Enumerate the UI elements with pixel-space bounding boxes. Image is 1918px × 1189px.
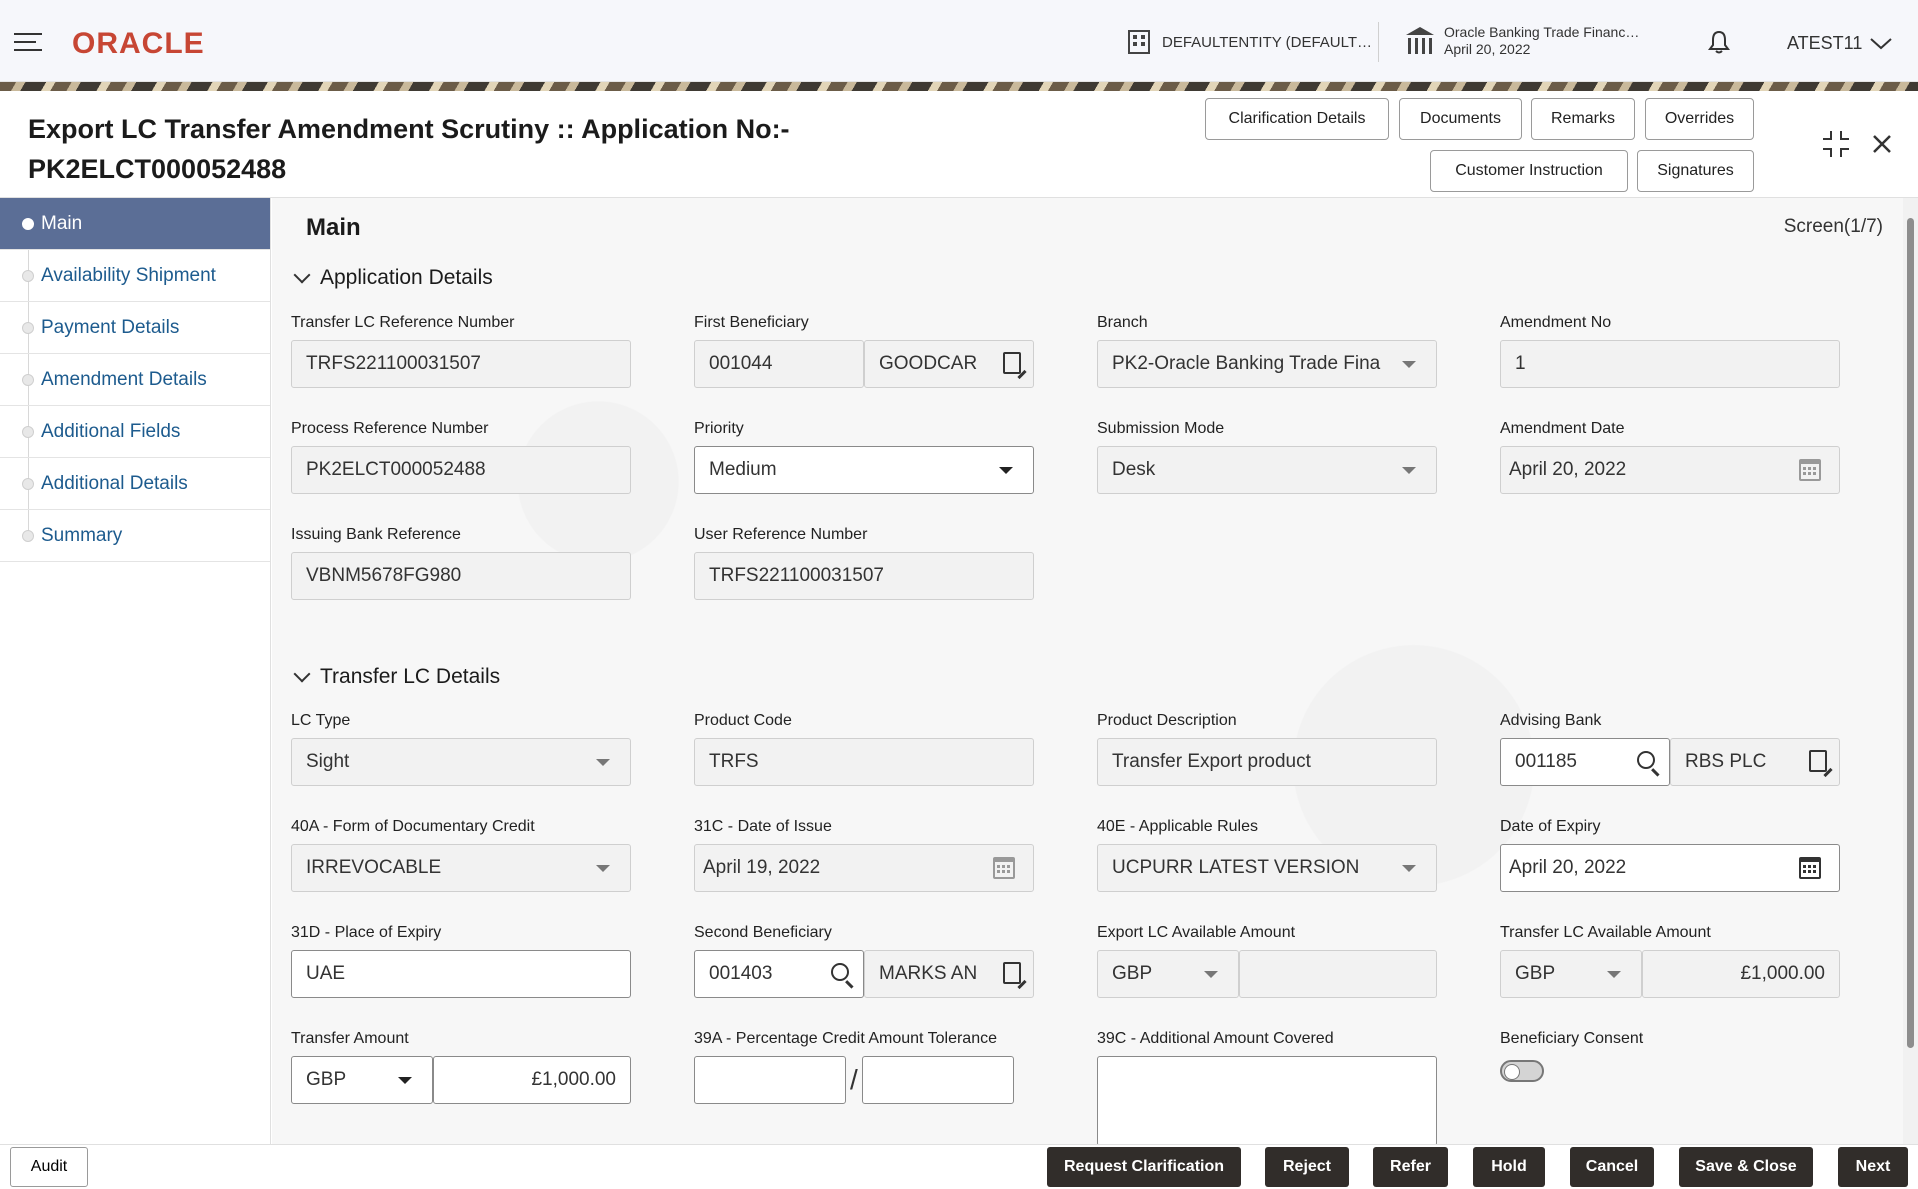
field-label: LC Type (291, 712, 351, 729)
chevron-down-icon (294, 666, 311, 683)
amendment-date-value: April 20, 2022 (1509, 459, 1627, 480)
tolerance-plus-input[interactable] (694, 1056, 846, 1104)
export-currency-select[interactable] (1097, 950, 1239, 998)
audit-button[interactable]: Audit (10, 1147, 88, 1187)
issuing-bank-ref-field (291, 526, 631, 600)
form-of-credit-value: IRREVOCABLE (306, 857, 442, 878)
process-ref-input[interactable]: PK2ELCT000052488 (291, 446, 631, 494)
search-icon[interactable] (831, 963, 849, 981)
user-menu[interactable] (1787, 33, 1892, 54)
top-header (0, 0, 1918, 82)
sidebar-item-label: Main (41, 213, 83, 234)
documents-button[interactable]: Documents (1399, 98, 1522, 140)
second-beneficiary-code: 001403 (709, 963, 773, 984)
dropdown-caret-icon (1607, 971, 1621, 978)
field-label: Transfer LC Reference Number (291, 314, 515, 331)
second-beneficiary-code-input[interactable] (694, 950, 864, 998)
field-label: 40A - Form of Documentary Credit (291, 818, 535, 835)
form-of-credit-field (291, 818, 631, 892)
header-divider (1378, 22, 1379, 62)
sidebar-item-label: Additional Fields (41, 421, 181, 442)
field-label: Process Reference Number (291, 420, 489, 437)
save-close-button[interactable]: Save & Close (1679, 1147, 1813, 1187)
transfer-available-amount-input[interactable]: £1,000.00 (1642, 950, 1840, 998)
date-of-issue-input[interactable] (694, 844, 1034, 892)
product-code-input[interactable]: TRFS (694, 738, 1034, 786)
issuing-bank-ref-input[interactable]: VBNM5678FG980 (291, 552, 631, 600)
additional-amount-field (1097, 1030, 1437, 1144)
title-bar (0, 91, 1918, 198)
priority-select[interactable] (694, 446, 1034, 494)
currency-value: GBP (306, 1069, 347, 1090)
date-of-expiry-value: April 20, 2022 (1509, 857, 1627, 878)
customer-instruction-button[interactable]: Customer Instruction (1430, 150, 1628, 192)
next-button[interactable]: Next (1838, 1147, 1908, 1187)
field-label: 40E - Applicable Rules (1097, 818, 1258, 835)
field-label: Second Beneficiary (694, 924, 832, 941)
close-icon[interactable] (1872, 134, 1892, 154)
page-title (28, 109, 928, 189)
field-label: Beneficiary Consent (1500, 1030, 1644, 1047)
sidebar-item-label: Amendment Details (41, 369, 207, 390)
transfer-amount-field (291, 1030, 631, 1104)
bell-icon[interactable] (1708, 30, 1730, 54)
sidebar-item-label: Additional Details (41, 473, 188, 494)
date-of-issue-field (694, 818, 1034, 892)
branch-value: PK2-Oracle Banking Trade Fina (1112, 353, 1381, 374)
user-ref-input[interactable]: TRFS221100031507 (694, 552, 1034, 600)
first-beneficiary-code-input[interactable]: 001044 (694, 340, 864, 388)
transfer-amount-currency-select[interactable] (291, 1056, 433, 1104)
chevron-down-icon (294, 267, 311, 284)
priority-field (694, 420, 1034, 494)
sidebar-item-label: Payment Details (41, 317, 180, 338)
bank-icon (1406, 27, 1434, 55)
currency-value: GBP (1515, 963, 1556, 984)
hamburger-menu-icon[interactable] (14, 33, 42, 53)
product-description-input[interactable]: Transfer Export product (1097, 738, 1437, 786)
field-label: Advising Bank (1500, 712, 1602, 729)
signatures-button[interactable]: Signatures (1637, 150, 1754, 192)
calendar-icon[interactable] (993, 857, 1015, 879)
step-dot (22, 426, 34, 438)
field-label: Branch (1097, 314, 1148, 331)
sidebar-item-label: Availability Shipment (41, 265, 216, 286)
building-icon (1128, 30, 1150, 54)
submission-mode-field (1097, 420, 1437, 494)
date-of-expiry-input[interactable] (1500, 844, 1840, 892)
page-title-line1: Export LC Transfer Amendment Scrutiny :: Application No:- (28, 114, 790, 144)
document-edit-icon[interactable] (1003, 962, 1021, 984)
product-description-field (1097, 712, 1437, 786)
product-code-field (694, 712, 1034, 786)
user-name: ATEST11 (1787, 33, 1863, 53)
applicable-rules-value: UCPURR LATEST VERSION (1112, 857, 1360, 878)
calendar-icon[interactable] (1799, 857, 1821, 879)
hold-button[interactable]: Hold (1473, 1147, 1545, 1187)
dropdown-caret-icon (999, 467, 1013, 474)
first-beneficiary-name-input[interactable] (864, 340, 1034, 388)
place-of-expiry-input[interactable]: UAE (291, 950, 631, 998)
bank-selector[interactable] (1406, 24, 1639, 58)
page-title-line2: PK2ELCT000052488 (28, 154, 287, 184)
amendment-no-input[interactable]: 1 (1500, 340, 1840, 388)
transfer-available-currency-select[interactable] (1500, 950, 1642, 998)
overrides-button[interactable]: Overrides (1645, 98, 1754, 140)
submission-mode-select[interactable] (1097, 446, 1437, 494)
footer-bar (0, 1144, 1918, 1189)
field-label: Date of Expiry (1500, 818, 1601, 835)
search-icon[interactable] (1637, 751, 1655, 769)
branch-field (1097, 314, 1437, 388)
step-dot (22, 270, 34, 282)
field-label: Submission Mode (1097, 420, 1225, 437)
decorative-band (0, 82, 1918, 91)
advising-bank-code-input[interactable] (1500, 738, 1670, 786)
section-transfer-lc-details[interactable] (292, 665, 500, 689)
lc-type-select[interactable] (291, 738, 631, 786)
dropdown-caret-icon (1402, 865, 1416, 872)
beneficiary-consent-field (1500, 1030, 1840, 1082)
date-of-expiry-field (1500, 818, 1840, 892)
transfer-available-amount-field (1500, 924, 1840, 998)
sidebar (0, 198, 271, 1144)
field-label: 39A - Percentage Credit Amount Tolerance (694, 1030, 997, 1047)
transfer-lc-ref-input[interactable]: TRFS221100031507 (291, 340, 631, 388)
advising-bank-field (1500, 712, 1840, 786)
additional-amount-textarea[interactable] (1097, 1056, 1437, 1144)
currency-value: GBP (1112, 963, 1153, 984)
step-dot (22, 218, 34, 230)
tolerance-minus-input[interactable] (862, 1056, 1014, 1104)
export-amount-input[interactable] (1239, 950, 1437, 998)
amendment-no-field (1500, 314, 1840, 388)
field-label: Product Description (1097, 712, 1237, 729)
field-label: Amendment Date (1500, 420, 1625, 437)
field-label: Issuing Bank Reference (291, 526, 461, 543)
submission-mode-value: Desk (1112, 459, 1156, 480)
entity-label: DEFAULTENTITY (DEFAULT… (1162, 33, 1373, 51)
field-label: Export LC Available Amount (1097, 924, 1296, 941)
field-label: Amendment No (1500, 314, 1612, 331)
advising-bank-name-input[interactable] (1670, 738, 1840, 786)
field-label: User Reference Number (694, 526, 868, 543)
dropdown-caret-icon (1204, 971, 1218, 978)
branch-select[interactable] (1097, 340, 1437, 388)
section-title: Transfer LC Details (320, 665, 501, 688)
field-label: 31D - Place of Expiry (291, 924, 442, 941)
user-ref-field (694, 526, 1034, 600)
second-beneficiary-name-input[interactable] (864, 950, 1034, 998)
screen-counter: Screen(1/7) (1783, 216, 1883, 237)
field-label: 31C - Date of Issue (694, 818, 832, 835)
oracle-logo: ORACLE (72, 27, 205, 60)
minimize-screen-icon[interactable] (1822, 130, 1850, 158)
transfer-amount-input[interactable]: £1,000.00 (433, 1056, 631, 1104)
sidebar-item-label: Summary (41, 525, 123, 546)
chevron-down-icon (1870, 38, 1892, 50)
bank-name: Oracle Banking Trade Financ… (1444, 24, 1640, 40)
advising-bank-code: 001185 (1515, 751, 1577, 772)
amendment-date-input[interactable] (1500, 446, 1840, 494)
date-of-issue-value: April 19, 2022 (703, 857, 821, 878)
step-dot (22, 478, 34, 490)
lc-type-value: Sight (306, 751, 350, 772)
reject-button[interactable]: Reject (1265, 1147, 1349, 1187)
step-dot (22, 374, 34, 386)
transfer-lc-ref-field (291, 314, 631, 388)
sidebar-item-summary[interactable] (0, 510, 270, 562)
export-available-amount-field (1097, 924, 1437, 998)
cancel-button[interactable]: Cancel (1570, 1147, 1654, 1187)
applicable-rules-field (1097, 818, 1437, 892)
sidebar-item-amendment-details[interactable] (0, 354, 270, 406)
beneficiary-consent-toggle[interactable] (1500, 1060, 1544, 1082)
dropdown-caret-icon (398, 1077, 412, 1084)
amendment-date-field (1500, 420, 1840, 494)
remarks-button[interactable]: Remarks (1531, 98, 1635, 140)
dropdown-caret-icon (1402, 467, 1416, 474)
section-title: Application Details (320, 266, 493, 289)
form-of-credit-select[interactable] (291, 844, 631, 892)
second-beneficiary-name: MARKS AN (879, 963, 978, 984)
document-edit-icon[interactable] (1003, 352, 1021, 374)
field-label: Transfer Amount (291, 1030, 409, 1047)
document-edit-icon[interactable] (1809, 750, 1827, 772)
advising-bank-name: RBS PLC (1685, 751, 1767, 772)
section-application-details[interactable] (292, 266, 493, 290)
bank-date: April 20, 2022 (1444, 41, 1531, 57)
refer-button[interactable]: Refer (1373, 1147, 1448, 1187)
sidebar-item-additional-fields[interactable] (0, 406, 270, 458)
field-label: Transfer LC Available Amount (1500, 924, 1711, 941)
main-title: Main (306, 214, 361, 241)
process-ref-field (291, 420, 631, 494)
dropdown-caret-icon (1402, 361, 1416, 368)
scrollbar-thumb[interactable] (1907, 218, 1914, 1048)
dropdown-caret-icon (596, 865, 610, 872)
first-beneficiary-name: GOODCAR (879, 353, 978, 374)
lc-type-field (291, 712, 631, 786)
step-dot (22, 530, 34, 542)
tolerance-separator: / (850, 1064, 858, 1095)
window-controls (1822, 130, 1892, 158)
step-dot (22, 322, 34, 334)
sidebar-item-main[interactable] (0, 198, 270, 250)
place-of-expiry-field (291, 924, 631, 998)
field-label: First Beneficiary (694, 314, 809, 331)
priority-value: Medium (709, 459, 777, 480)
field-label: Priority (694, 420, 744, 437)
tolerance-field (694, 1030, 1034, 1104)
sidebar-item-availability-shipment[interactable] (0, 250, 270, 302)
calendar-icon[interactable] (1799, 459, 1821, 481)
sidebar-item-payment-details[interactable] (0, 302, 270, 354)
first-beneficiary-field (694, 314, 1034, 388)
second-beneficiary-field (694, 924, 1034, 998)
main-content (272, 198, 1903, 1144)
field-label: 39C - Additional Amount Covered (1097, 1030, 1334, 1047)
clarification-details-button[interactable]: Clarification Details (1205, 98, 1389, 140)
main-scrollbar[interactable] (1903, 198, 1918, 1144)
entity-selector[interactable] (1128, 30, 1372, 54)
field-label: Product Code (694, 712, 792, 729)
sidebar-item-additional-details[interactable] (0, 458, 270, 510)
dropdown-caret-icon (596, 759, 610, 766)
request-clarification-button[interactable]: Request Clarification (1047, 1147, 1241, 1187)
applicable-rules-select[interactable] (1097, 844, 1437, 892)
